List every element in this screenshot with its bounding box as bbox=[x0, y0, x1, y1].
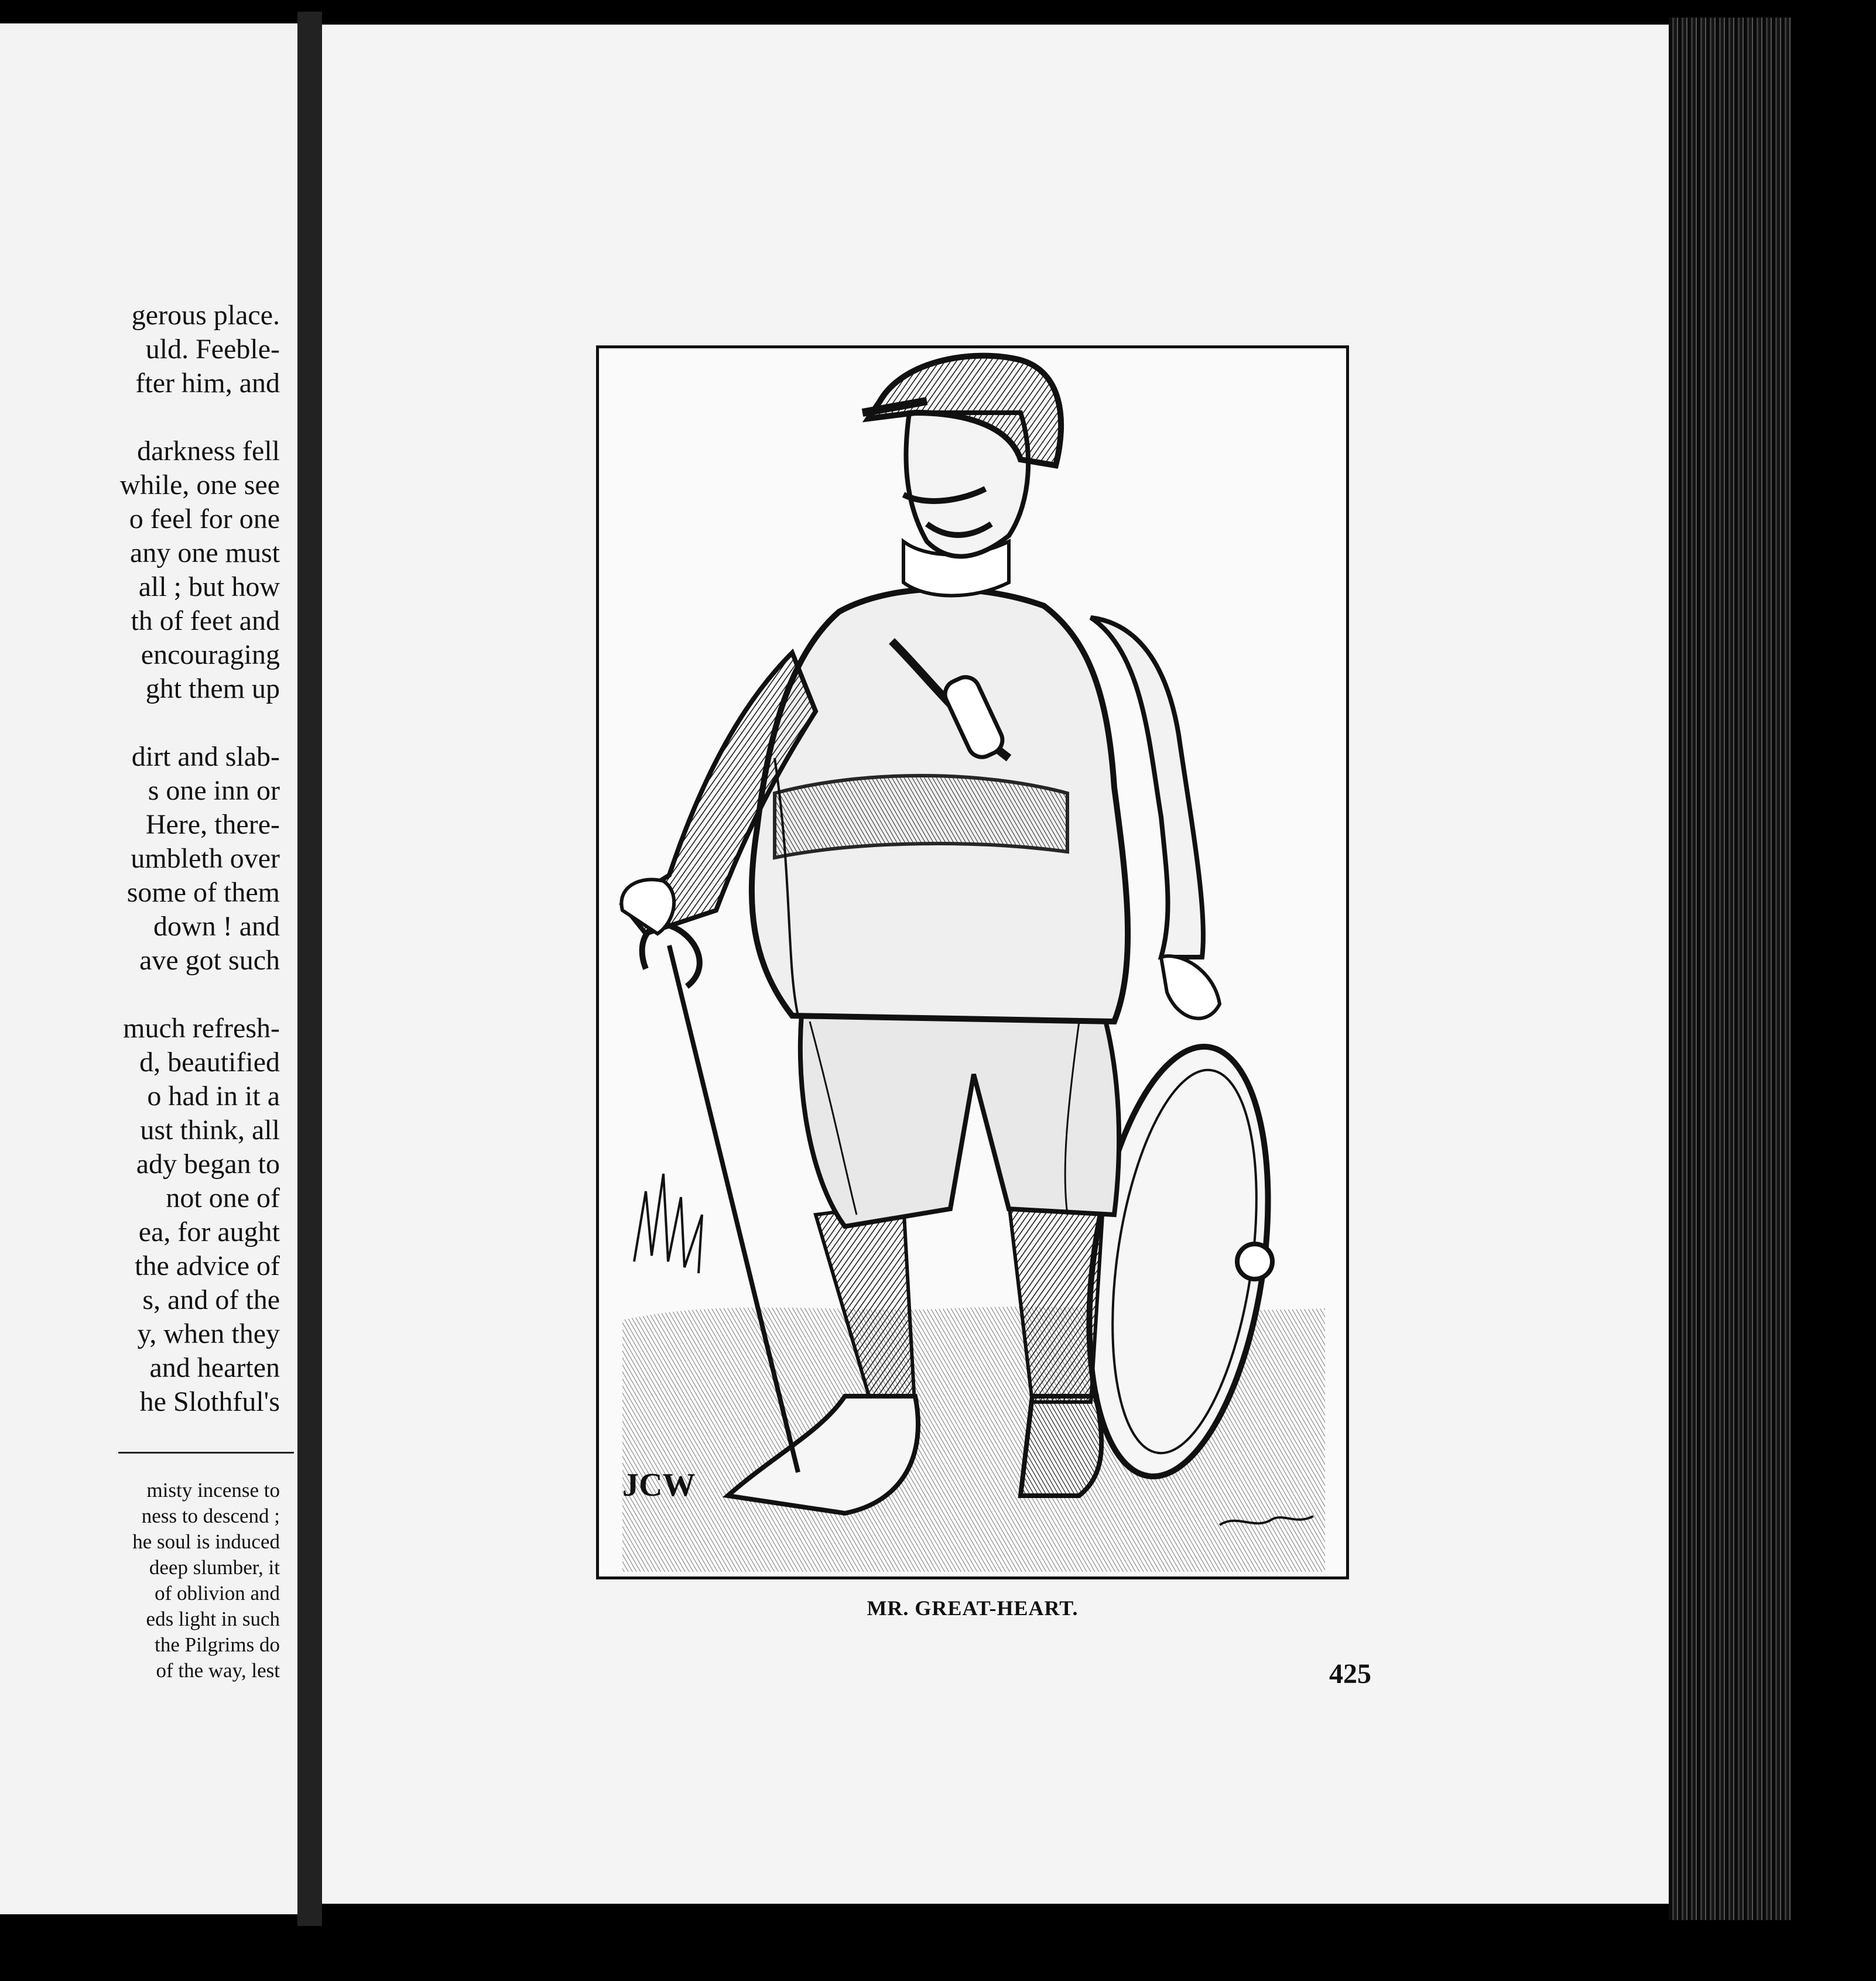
footnote-rule bbox=[118, 1452, 294, 1454]
footnote-line: he soul is induced bbox=[132, 1530, 280, 1553]
body-text-line: ght them up bbox=[145, 673, 280, 704]
book-gutter bbox=[297, 12, 322, 1926]
body-text-line: o had in it a bbox=[147, 1081, 280, 1112]
paragraph-gap bbox=[0, 978, 280, 1012]
illustration-plate bbox=[596, 345, 1349, 1579]
body-text-line: any one must bbox=[130, 537, 280, 568]
body-text-line: while, one see bbox=[119, 469, 280, 501]
great-heart-engraving bbox=[599, 348, 1346, 1576]
sash bbox=[775, 776, 1067, 858]
body-text-line: ea, for aught bbox=[138, 1216, 280, 1247]
body-text-line: s one inn or bbox=[148, 775, 280, 806]
footnote-line: of the way, lest bbox=[156, 1659, 280, 1682]
right-hand bbox=[1161, 956, 1220, 1019]
body-text-line: down ! and bbox=[153, 911, 280, 942]
body-text-line: gerous place. bbox=[131, 300, 280, 331]
body-text-line: Here, there- bbox=[145, 809, 280, 840]
body-text-line: o feel for one bbox=[129, 503, 280, 534]
body-text-line: th of feet and bbox=[131, 605, 280, 636]
body-text-line: much refresh- bbox=[123, 1013, 280, 1044]
body-text-line: and hearten bbox=[149, 1352, 280, 1383]
footnote-line: ness to descend ; bbox=[141, 1504, 280, 1527]
footnote-line: misty incense to bbox=[146, 1479, 280, 1502]
body-text-line: umbleth over bbox=[131, 843, 280, 874]
body-text-line: he Slothful's bbox=[139, 1386, 280, 1417]
body-text-line: fter him, and bbox=[135, 368, 280, 399]
body-text-line: d, beautified bbox=[139, 1047, 280, 1078]
left-footnotes bbox=[0, 1478, 280, 1684]
footnote-line: eds light in such bbox=[146, 1608, 280, 1630]
paragraph-gap bbox=[0, 706, 280, 740]
body-text-line: dirt and slab- bbox=[131, 741, 280, 772]
engraver-monogram: JCW bbox=[622, 1467, 696, 1503]
body-text-line: darkness fell bbox=[137, 436, 280, 467]
right-boot bbox=[1021, 1396, 1101, 1496]
footnote-line: the Pilgrims do bbox=[155, 1633, 280, 1656]
left-page bbox=[0, 23, 297, 1914]
body-text-line: ave got such bbox=[139, 945, 280, 976]
shield-boss bbox=[1237, 1244, 1272, 1279]
left-hand bbox=[621, 879, 674, 934]
body-text-line: not one of bbox=[166, 1183, 280, 1214]
footnote-line: deep slumber, it bbox=[149, 1556, 280, 1579]
page-number: 425 bbox=[1329, 1658, 1371, 1689]
body-text-line: s, and of the bbox=[142, 1284, 280, 1315]
body-text-line: the advice of bbox=[135, 1250, 280, 1281]
body-text-line: encouraging bbox=[141, 639, 280, 670]
body-text-line: some of them bbox=[126, 877, 280, 908]
body-text-line: ady began to bbox=[136, 1149, 280, 1180]
grass bbox=[634, 1174, 702, 1273]
body-text-line: y, when they bbox=[137, 1318, 280, 1349]
body-text-line: ust think, all bbox=[140, 1115, 280, 1146]
plate-caption: MR. GREAT-HEART. bbox=[867, 1596, 1079, 1620]
left-body-text bbox=[0, 299, 280, 1419]
body-text-line: all ; but how bbox=[138, 571, 280, 602]
footnote-line: of oblivion and bbox=[155, 1582, 280, 1605]
breeches bbox=[800, 992, 1119, 1226]
page-edges bbox=[1669, 18, 1792, 1920]
paragraph-gap bbox=[0, 400, 280, 434]
body-text-line: uld. Feeble- bbox=[145, 334, 280, 365]
